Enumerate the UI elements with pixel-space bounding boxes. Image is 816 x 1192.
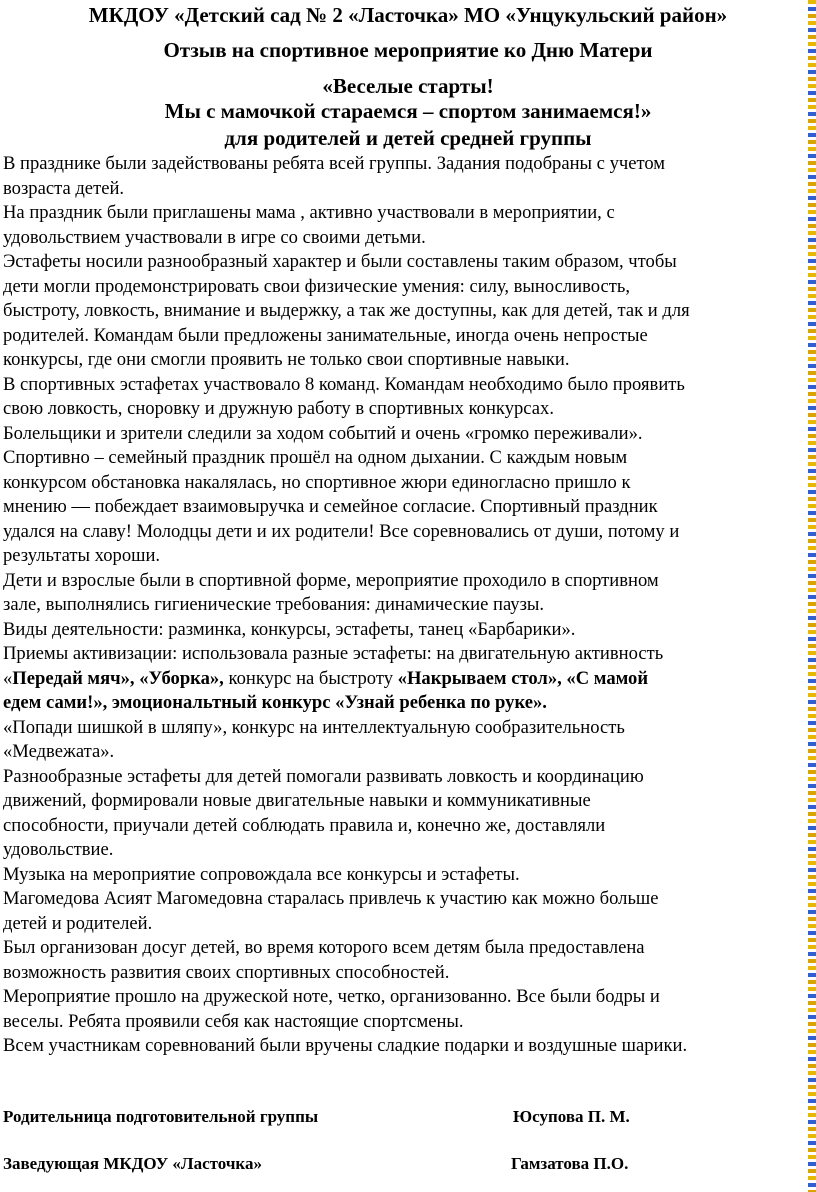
body-line: Мероприятие прошло на дружеской ноте, четко, организованно. Все были бодры и xyxy=(3,986,660,1007)
body-line: Был организован досуг детей, во время которого всем детям была предоставлена xyxy=(3,937,645,958)
signature-role-head: Заведующая МКДОУ «Ласточка» xyxy=(3,1154,262,1173)
body-line-mixed xyxy=(3,667,813,692)
body-line: детей и родителей. xyxy=(3,912,153,934)
signature-name-parent: Юсупова П. М. xyxy=(513,1107,630,1126)
body-line: результаты хороши. xyxy=(3,545,161,566)
signature-role-parent: Родительница подготовительной группы xyxy=(3,1107,319,1126)
review-title: Отзыв на спортивное мероприятие ко Дню Матери xyxy=(163,38,653,62)
body-line: дети могли продемонстрировать свои физические умения: силу, выносливость, xyxy=(3,275,631,297)
body-fragment: конкурс на быстроту xyxy=(223,667,398,689)
body-line: Спортивно – семейный праздник прошёл на одном дыхании. С каждым новым xyxy=(3,447,628,468)
bold-contest-names: Передай мяч», «Уборка», xyxy=(12,667,224,689)
bold-contest-names: «Накрываем стол», «С мамой xyxy=(397,667,649,689)
institution-title: МКДОУ «Детский сад № 2 «Ласточка» МО «Унцукульский район» xyxy=(88,3,728,27)
body-line: В празднике были задействованы ребята всей группы. Задания подобраны с учетом xyxy=(3,153,666,174)
audience-subtitle: для родителей и детей средней группы xyxy=(224,126,592,150)
body-line-bold xyxy=(3,691,813,716)
body-line: «Попади шишкой в шляпу», конкурс на интеллектуальную сообразительность xyxy=(3,716,625,738)
body-line: быстроту, ловкость, внимание и выдержку, а так же доступны, как для детей, так и для xyxy=(3,300,690,321)
event-title-line1: «Веселые старты! xyxy=(322,74,494,98)
body-line: В спортивных эстафетах участвовало 8 команд. Командам необходимо было проявить xyxy=(3,373,685,395)
body-line: конкурсом обстановка накалялась, но спортивное жюри единогласно пришло к xyxy=(3,471,631,493)
bold-contest-names: едем сами!», эмоциональтный конкурс «Узнай ребенка по руке». xyxy=(3,692,547,713)
quote-mark: « xyxy=(3,667,13,689)
body-line: удался на славу! Молодцы дети и их родители! Все соревновались от души, потому и xyxy=(3,520,680,542)
body-line: мнению — побеждает взаимовыручка и семейное согласие. Спортивный праздник xyxy=(3,496,658,517)
body-line: способности, приучали детей соблюдать правила и, конечно же, доставляли xyxy=(3,814,606,836)
body-line: движений, формировали новые двигательные навыки и коммуникативные xyxy=(3,790,591,811)
body-line: Болельщики и зрители следили за ходом событий и очень «громко переживали». xyxy=(3,422,643,444)
body-line: Всем участникам соревнований были вручены сладкие подарки и воздушные шарики. xyxy=(3,1035,688,1056)
review-body xyxy=(3,152,813,1059)
body-line: Магомедова Асият Магомедовна старалась привлечь к участию как можно больше xyxy=(3,888,659,909)
body-line: Дети и взрослые были в спортивной форме, мероприятие проходило в спортивном xyxy=(3,569,659,591)
body-line: Музыка на мероприятие сопровождала все конкурсы и эстафеты. xyxy=(3,863,520,885)
body-line: удовольствие. xyxy=(3,839,114,860)
decorative-border xyxy=(808,0,816,1192)
body-line: удовольствием участвовали в игре со своими детьми. xyxy=(3,226,426,248)
body-line: На праздник были приглашены мама , активно участвовали в мероприятии, с xyxy=(3,202,615,223)
body-line: родителей. Командам были предложены занимательные, иногда очень непростые xyxy=(3,324,648,346)
body-line: «Медвежата». xyxy=(3,741,115,762)
signature-name-head: Гамзатова П.О. xyxy=(511,1154,629,1173)
event-title-line2: Мы с мамочкой стараемся – спортом занимаемся!» xyxy=(164,99,652,123)
body-line: Разнообразные эстафеты для детей помогали развивать ловкость и координацию xyxy=(3,765,644,787)
body-line: Эстафеты носили разнообразный характер и были составлены таким образом, чтобы xyxy=(3,251,677,272)
body-line: конкурсы, где они смогли проявить не только свои спортивные навыки. xyxy=(3,349,570,370)
body-line: возраста детей. xyxy=(3,177,125,199)
body-line: Приемы активизации: использовала разные эстафеты: на двигательную активность xyxy=(3,643,664,664)
body-line: веселы. Ребята проявили себя как настоящие спортсмены. xyxy=(3,1010,464,1032)
body-line: Виды деятельности: разминка, конкурсы, эстафеты, танец «Барбарики». xyxy=(3,618,576,640)
body-line: возможность развития своих спортивных способностей. xyxy=(3,961,450,983)
body-line: зале, выполнялись гигиенические требования: динамические паузы. xyxy=(3,594,545,615)
body-line: свою ловкость, сноровку и дружную работу в спортивных конкурсах. xyxy=(3,398,554,419)
